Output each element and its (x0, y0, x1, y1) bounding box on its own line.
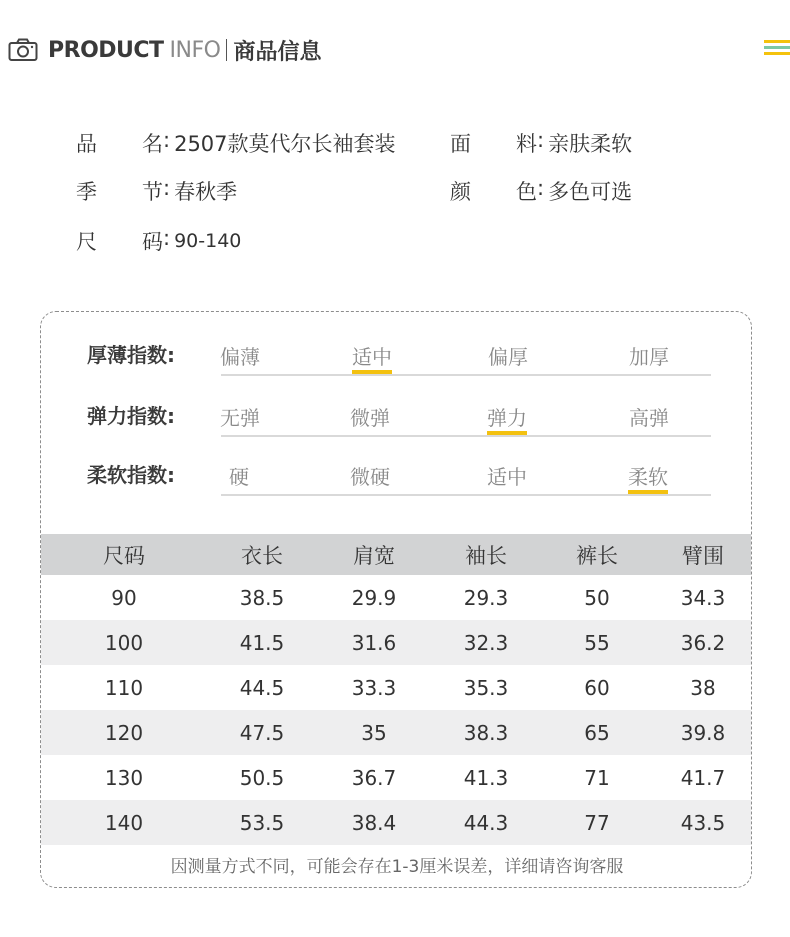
info-row-fabric (450, 128, 632, 158)
table-cell: 43.5 (653, 800, 752, 845)
header-title-cn: 商品信息 (233, 39, 322, 65)
table-header-row (41, 534, 752, 575)
scale-title: 厚薄指数: (87, 343, 175, 367)
scale-thickness (87, 332, 711, 376)
scale-option: 加厚 (629, 345, 669, 369)
table-row (41, 800, 752, 845)
column-header: 肩宽 (317, 534, 431, 575)
header-title-en-light: INFO (169, 37, 221, 63)
info-value-color: 多色可选 (548, 180, 633, 204)
column-header: 裤长 (541, 534, 653, 575)
table-cell: 38.3 (431, 710, 541, 755)
scale-divider (221, 494, 711, 496)
table-cell: 38.5 (239, 585, 285, 610)
column-header: 尺码 (41, 534, 207, 575)
table-cell: 110 (104, 675, 144, 700)
table-row (41, 575, 752, 620)
table-cell: 44.3 (431, 800, 541, 845)
table-cell: 29.9 (351, 585, 397, 610)
table-cell: 50 (584, 585, 610, 610)
scale-option: 适中 (487, 465, 527, 489)
measurement-note: 因测量方式不同，可能会存在1-3厘米误差，详细请咨询客服 (170, 857, 624, 877)
table-cell: 47.5 (207, 710, 317, 755)
info-row-season (76, 176, 237, 206)
table-cell: 71 (584, 765, 610, 790)
scale-elasticity (87, 393, 711, 437)
info-row-size (76, 226, 241, 256)
table-cell: 65 (541, 710, 653, 755)
info-label: 季 节 : (76, 176, 171, 204)
table-cell: 34.3 (680, 585, 726, 610)
table-cell: 120 (41, 710, 207, 755)
scale-option: 高弹 (629, 406, 669, 430)
scale-divider (221, 435, 711, 437)
table-cell: 53.5 (207, 800, 317, 845)
table-cell: 90 (111, 585, 137, 610)
scale-option-selected: 弹力 (487, 402, 527, 431)
scale-option-selected: 柔软 (628, 461, 668, 490)
table-cell: 33.3 (351, 675, 397, 700)
header-divider (226, 39, 227, 61)
header-title-en-bold: PRODUCT (48, 37, 164, 63)
table-cell: 38 (690, 675, 716, 700)
section-header (8, 30, 321, 70)
scale-softness (87, 452, 711, 496)
table-cell: 32.3 (431, 620, 541, 665)
info-row-color (450, 176, 632, 206)
table-cell: 50.5 (239, 765, 285, 790)
scale-divider (221, 374, 711, 376)
info-label: 颜 色 : (450, 176, 545, 204)
info-label: 品 名 : (76, 128, 171, 156)
scale-option-selected: 适中 (352, 341, 392, 370)
hamburger-menu-icon[interactable] (764, 40, 790, 56)
size-table (41, 534, 752, 845)
table-cell: 35 (317, 710, 431, 755)
scale-option: 微硬 (350, 465, 390, 489)
table-cell: 35.3 (463, 675, 509, 700)
table-cell: 77 (541, 800, 653, 845)
table-row (41, 755, 752, 800)
table-cell: 60 (584, 675, 610, 700)
table-row (41, 665, 752, 710)
table-cell: 44.5 (239, 675, 285, 700)
table-cell: 41.3 (463, 765, 509, 790)
scale-option: 微弹 (350, 406, 390, 430)
info-value-fabric: 亲肤柔软 (548, 132, 633, 156)
table-cell: 38.4 (317, 800, 431, 845)
info-row-name (76, 128, 396, 158)
table-cell: 36.2 (653, 620, 752, 665)
scale-option: 硬 (229, 465, 249, 489)
table-cell: 36.7 (351, 765, 397, 790)
table-cell: 100 (41, 620, 207, 665)
size-panel (40, 311, 752, 888)
scale-option: 无弹 (220, 406, 260, 430)
table-cell: 41.7 (680, 765, 726, 790)
column-header: 衣长 (207, 534, 317, 575)
scale-title: 弹力指数: (87, 404, 175, 428)
info-label: 尺 码 : (76, 226, 171, 254)
table-cell: 130 (104, 765, 144, 790)
info-value-name: 2507款莫代尔长袖套装 (174, 132, 396, 156)
column-header: 臂围 (653, 534, 752, 575)
table-row (41, 710, 752, 755)
info-value-season: 春秋季 (174, 180, 238, 204)
scale-title: 柔软指数: (87, 463, 175, 487)
column-header: 袖长 (431, 534, 541, 575)
table-cell: 31.6 (317, 620, 431, 665)
camera-icon (8, 38, 38, 62)
scale-option: 偏厚 (488, 345, 528, 369)
table-row (41, 620, 752, 665)
table-cell: 29.3 (463, 585, 509, 610)
table-cell: 55 (541, 620, 653, 665)
info-label: 面 料 : (450, 128, 545, 156)
table-cell: 39.8 (653, 710, 752, 755)
scale-option: 偏薄 (220, 345, 260, 369)
table-cell: 140 (41, 800, 207, 845)
table-cell: 41.5 (207, 620, 317, 665)
info-value-size: 90-140 (174, 230, 242, 252)
